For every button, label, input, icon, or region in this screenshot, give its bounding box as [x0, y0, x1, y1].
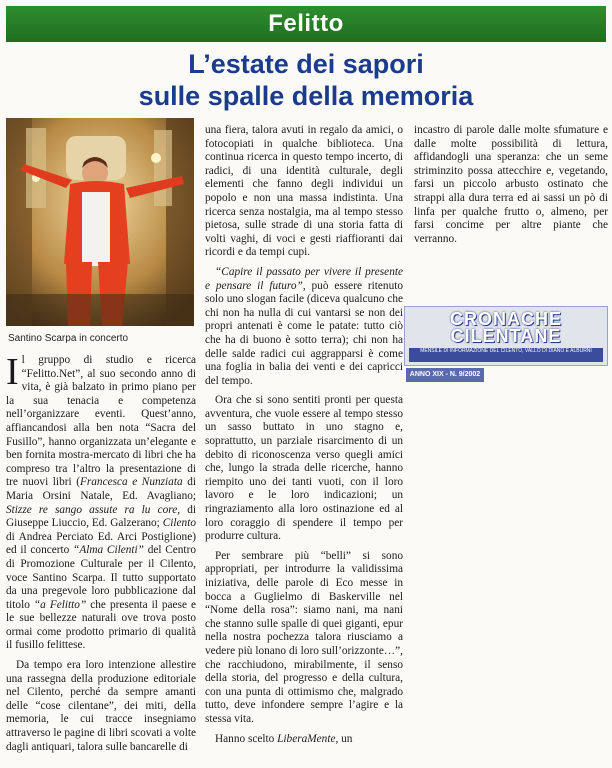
paragraph: una fiera, talora avuti in regalo da amici, o fotocopiati in qualche biblioteca. Una continua ricerca in questo tempo incerto, di radici, di una identità culturale, degli elementi che fanno degli individui un popolo e non una massa indistinta. Una ricerca senza nostalgia, ma al tempo stesso pietosa, sulle strade di una storia fatta di volti vaghi, di voci e gesti riaffioranti dai ricordi e da tempi cupi.: [205, 124, 403, 259]
concert-title: “Alma Cilenti”: [73, 544, 144, 557]
text-run: , un: [335, 732, 353, 745]
paragraph: Per sembrare più “belli” si sono appropriati, per introdurre la validissima iniziativa, delle parole di Eco messe in bocca a Guglielmo di Baskerville nel “Nome della rosa”: siamo nani, ma nani che stanno sulle spalle di quei giganti, epur nella nostra pochezza talora riusciamo a vedere più lonano di loro sull’orizzonte…”, che racchiudono, mirabilmente, il senso della storia, del progresso e della cultura, con una punta di ottimismo che, malgrado tutto, deve infondere sempre l’agire e la stessa vita.: [205, 549, 403, 725]
section-header-bar: [6, 6, 606, 42]
concert-photo-graphic: [6, 118, 194, 326]
quote: “Capire il passato per vivere il presente e pensare il futuro”: [205, 265, 403, 292]
photo-caption: Santino Scarpa in concerto: [8, 333, 129, 344]
text-run: del Centro di Promozione Culturale per il Cilento, voce Santino Scarpa. Il tutto supportato da una pregevole loro pubblicazione dal titolo: [6, 544, 196, 611]
cronache-cilentane-logo: [404, 306, 608, 366]
article-headline: [6, 48, 606, 112]
text-run: di Giuseppe Liuccio, Ed. Galzerano;: [6, 503, 196, 530]
text-run: di Andrea Perciato Ed. Arci Postiglione) ed il concerto: [6, 530, 196, 557]
paragraph: Da tempo era loro intenzione allestire una rassegna della produzione editoriale nel Cilento, perché da sempre amanti delle “cose cilentane”, dei miti, della memoria, le cui tracce insegniamo attraverso le pagine di libri scovati a volte dagli antiquari, talora sulle bancarelle di: [6, 659, 196, 753]
logo-title-line-1: CRONACHE: [449, 309, 562, 329]
drop-cap: I: [6, 351, 19, 393]
text-run: l gruppo di studio e ricerca “Felitto.Net”, al suo secondo anno di vita, è già balzato in primo piano per la sua tenacia e competenza nell’organizzare eventi. Quest’anno, affiancandosi alla ben nota “Sacra del Fusillo”, hanno organizzata un’elegante e ben fornita mostra-mercato di libri che ha compreso tra l’altro la presentazione di tre nuovi libri (: [6, 354, 196, 489]
text-run: di Maria Orsini Natale, Ed. Avagliano;: [6, 476, 196, 502]
book-title: Cilento: [162, 517, 196, 530]
logo-title-line-2: CILENTANE: [450, 326, 562, 346]
headline-line-1: L’estate dei sapori: [188, 49, 424, 79]
text-run: che presenta il paese e le sue bellezze naturali ove trova posto ormai come prodotto primario di qualità il fusillo felittese.: [6, 598, 197, 652]
issue-badge: ANNO XIX - N. 9/2002: [406, 368, 484, 382]
paragraph: [205, 733, 403, 747]
paragraph: [6, 351, 197, 653]
text-run: Hanno scelto: [215, 732, 278, 745]
text-run: , può essere ritenuto solo uno slogan facile (diceva qualcuno che chi non ha nulla di cui vantarsi se non dei propri antenati è come le patate: tutto ciò che ha di buono è sotto terra); chi non ha delle salde radici cui aggrapparsi è come una foglia in balia dei venti e dei capricci del tempo.: [205, 279, 403, 387]
paragraph: incastro di parole dalle molte sfumature e dalle molte possibilità di lettura, affidandogli una speranza: che un seme striminzito possa attecchire e, vegetando, farsi un piccolo arbusto ostinato che strappi alla dura terra ed ai sassi un pò di linfa per qualche frutto o, almeno, per farsi concime per altre piante che verranno.: [414, 124, 608, 245]
group-name: LiberaMente: [277, 732, 336, 745]
book-title: Stizze re sango assute ra lu core,: [6, 503, 181, 516]
concert-photo: [6, 118, 194, 326]
logo-subtitle: MENSILE DI INFORMAZIONE DEL CILENTO, VALLO DI DIANO E ALBURNI: [409, 348, 603, 362]
article-column-3: [414, 124, 608, 252]
headline-line-2: sulle spalle della memoria: [138, 81, 474, 111]
publication-title: “a Felitto”: [33, 598, 87, 611]
paragraph: [205, 266, 403, 388]
article-column-2: [205, 124, 403, 752]
paragraph: Ora che si sono sentiti pronti per questa avventura, che vuole essere al tempo stesso un sasso buttato in uno stagno e, soprattutto, un parziale risarcimento di un debito di riconoscenza verso quegli amici che, lungo la strada delle ricerche, hanno riempito uno dei tanti vuoti, con il loro lavoro e le loro indicazioni; un ringraziamento alla loro ostinazione ed al loro coraggio di spendere il tempo per produrre cultura.: [205, 394, 403, 543]
article-column-1: [6, 351, 197, 760]
section-title: Felitto: [268, 10, 344, 37]
book-title: Francesca e Nunziata: [79, 476, 183, 489]
